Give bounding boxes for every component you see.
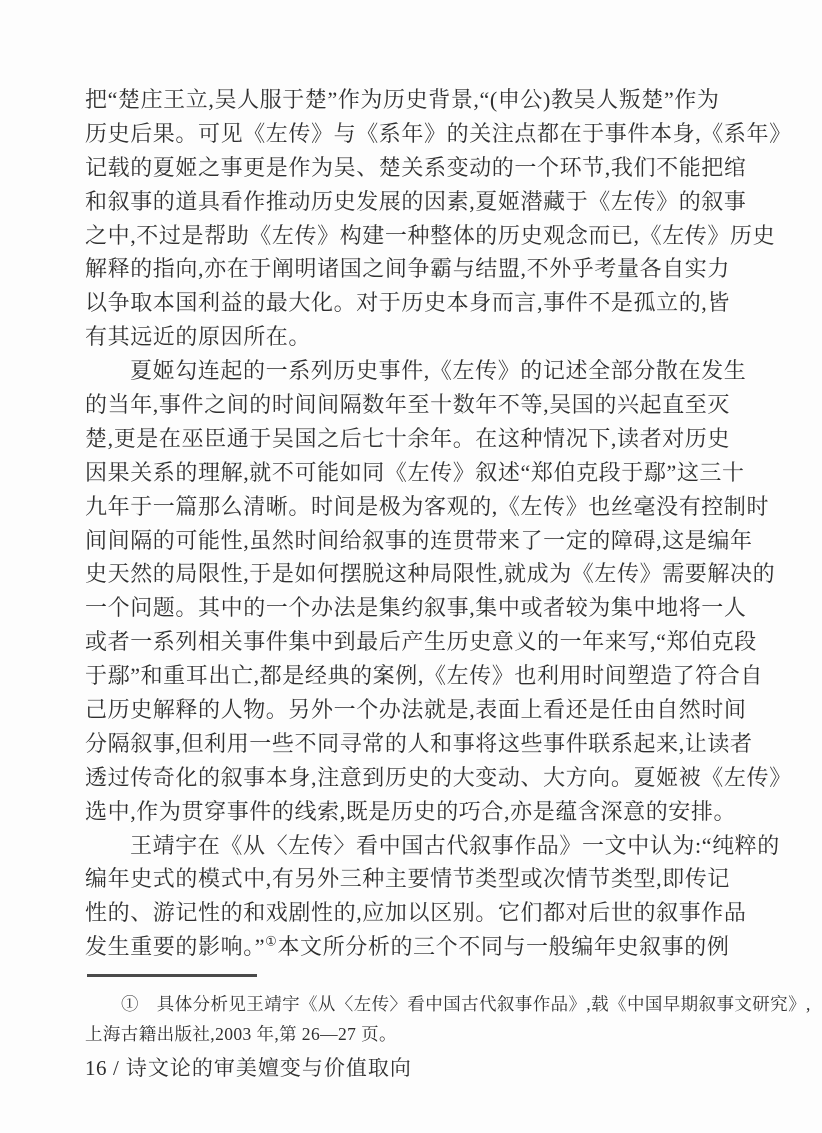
page-footer (85, 1052, 412, 1082)
text-line: 于鄢”和重耳出亡,都是经典的案例,《左传》也利用时间塑造了符合自 (85, 663, 763, 689)
footer-separator: / (113, 1056, 120, 1080)
text-line: 史天然的局限性,于是如何摆脱这种局限性,就成为《左传》需要解决的 (85, 561, 776, 587)
text-line: 和叙事的道具看作推动历史发展的因素,夏姬潜藏于《左传》的叙事 (85, 188, 747, 214)
text-line: 因果关系的理解,就不可能如同《左传》叙述“郑伯克段于鄢”这三十 (85, 459, 745, 485)
book-title: 诗文论的审美嬗变与价值取向 (125, 1056, 412, 1080)
text-line: 的当年,事件之间的时间间隔数年至十数年不等,吴国的兴起直至灭 (85, 392, 731, 418)
text-line: 解释的指向,亦在于阐明诸国之间争霸与结盟,不外乎考量各自实力 (85, 256, 731, 282)
text-line: 或者一系列相关事件集中到最后产生历史意义的一年来写,“郑伯克段 (85, 629, 757, 655)
text-line: 历史后果。可见《左传》与《系年》的关注点都在于事件本身,《系年》 (85, 120, 792, 146)
text-line: 透过传奇化的叙事本身,注意到历史的大变动、大方向。夏姬被《左传》 (85, 764, 792, 790)
footnote-separator-rule (87, 974, 257, 977)
text-line: 记载的夏姬之事更是作为吴、楚关系变动的一个环节,我们不能把绾 (85, 154, 747, 180)
text-line: 夏姬勾连起的一系列历史事件,《左传》的记述全部分散在发生 (130, 358, 747, 384)
footnote-reference-mark: ① (265, 933, 278, 949)
footnote-line: ① 具体分析见王靖宇《从〈左传〉看中国古代叙事作品》,载《中国早期叙事文研究》, (121, 994, 811, 1014)
text-line: 以争取本国利益的最大化。对于历史本身而言,事件不是孤立的,皆 (85, 290, 731, 316)
text-line: 把“楚庄王立,吴人服于楚”作为历史背景,“(申公)教吴人叛楚”作为 (85, 87, 720, 112)
text-line: 编年史式的模式中,有另外三种主要情节类型或次情节类型,即传记 (85, 866, 731, 892)
text-line: 发生重要的影响。”①本文所分析的三个不同与一般编年史叙事的例 (85, 933, 730, 960)
text-line: 性的、游记性的和戏剧性的,应加以区别。它们都对后世的叙事作品 (85, 900, 747, 926)
footnote-line: 上海古籍出版社,2003 年,第 26—27 页。 (85, 1023, 397, 1044)
text-line: 间间隔的可能性,虽然时间给叙事的连贯带来了一定的障碍,这是编年 (85, 527, 753, 553)
text-line: 分隔叙事,但利用一些不同寻常的人和事将这些事件联系起来,让读者 (85, 730, 753, 756)
footnote (85, 990, 811, 1049)
text-line: 王靖宇在《从〈左传〉看中国古代叙事作品》一文中认为:“纯粹的 (130, 832, 780, 858)
text-line: 楚,更是在巫臣通于吴国之后七十余年。在这种情况下,读者对历史 (85, 425, 731, 451)
text-line: 选中,作为贯穿事件的线索,既是历史的巧合,亦是蕴含深意的安排。 (85, 798, 737, 824)
text-line: 之中,不过是帮助《左传》构建一种整体的历史观念而已,《左传》历史 (85, 222, 776, 248)
body-text (85, 83, 792, 964)
text-line: 九年于一篇那么清晰。时间是极为客观的,《左传》也丝毫没有控制时 (85, 493, 770, 519)
page-number: 16 (85, 1056, 107, 1080)
text-line: 一个问题。其中的一个办法是集约叙事,集中或者较为集中地将一人 (85, 595, 747, 621)
text-line: 有其远近的原因所在。 (85, 324, 312, 350)
text-line: 己历史解释的人物。另外一个办法就是,表面上看还是任由自然时间 (85, 697, 747, 723)
